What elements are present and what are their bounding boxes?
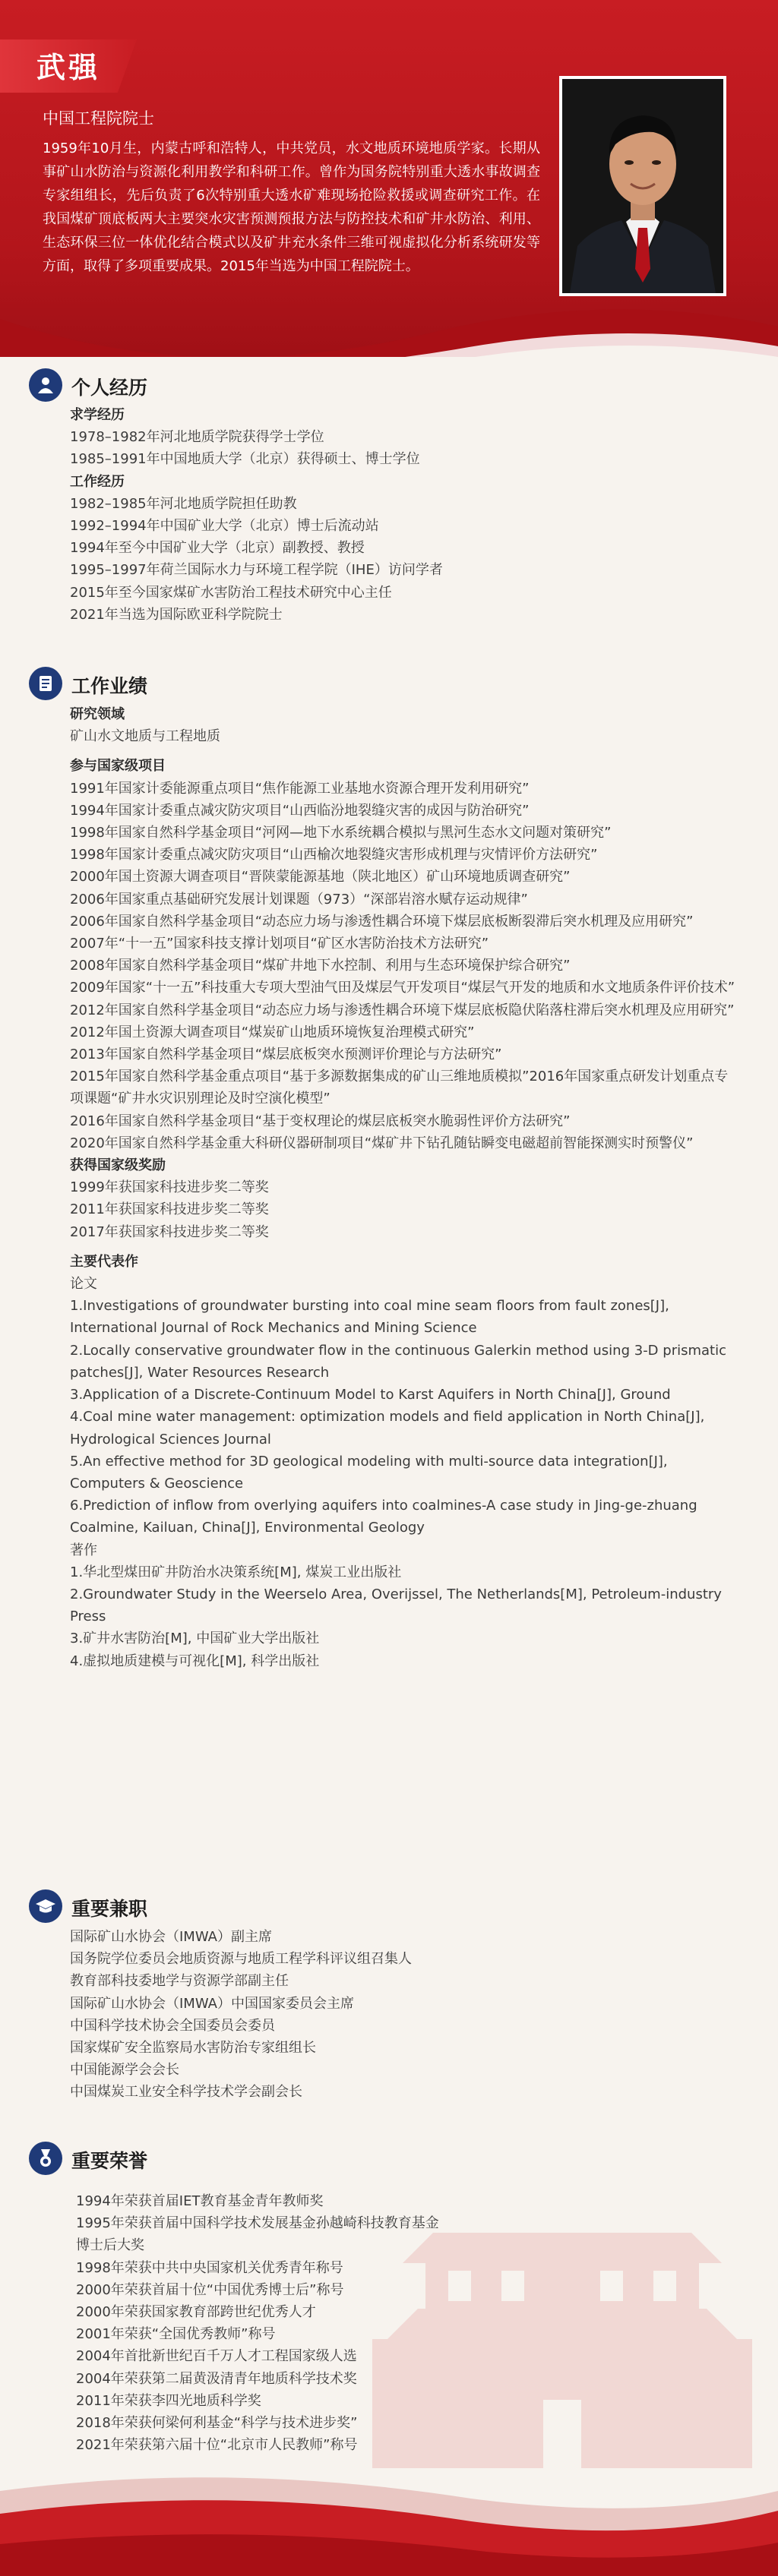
list-item: 1.华北型煤田矿井防治水决策系统[M], 煤炭工业出版社 xyxy=(70,1564,402,1580)
subheading: 求学经历 xyxy=(70,407,125,423)
person-title: 中国工程院院士 xyxy=(43,109,154,128)
list-item: 2006年国家重点基础研究发展计划课题（973）“深部岩溶水赋存运动规律” xyxy=(70,891,528,908)
list-item: 2004年首批新世纪百千万人才工程国家级人选 xyxy=(76,2348,357,2365)
section-body-experience xyxy=(70,404,738,626)
list-item: 1998年国家自然科学基金项目“河网—地下水系统耦合模拟与黑河生态水文问题对策研究” xyxy=(70,825,612,841)
document-icon xyxy=(29,667,62,700)
section-body-honors xyxy=(76,2190,441,2456)
list-item: 2018年荣获何梁何利基金“科学与技术进步奖” xyxy=(76,2415,358,2432)
list-item: 中国科学技术协会全国委员会委员 xyxy=(70,2017,275,2034)
list-item: 2021年荣获第六届十位“北京市人民教师”称号 xyxy=(76,2437,358,2454)
list-item: 2000年荣获首届十位“中国优秀博士后”称号 xyxy=(76,2281,344,2298)
list-item: 2000年荣获国家教育部跨世纪优秀人才 xyxy=(76,2304,316,2321)
section-title-honors: 重要荣誉 xyxy=(71,2150,148,2172)
list-item: 2001年荣获“全国优秀教师”称号 xyxy=(76,2326,276,2343)
list-item: 国际矿山水协会（IMWA）副主席 xyxy=(70,1929,272,1945)
list-item: 1995年荣获首届中国科学技术发展基金孙越崎科技教育基金博士后大奖 xyxy=(76,2215,439,2254)
list-item: 5.An effective method for 3D geological modeling with multi-source data integration[J], Computers & Geoscience xyxy=(70,1453,668,1492)
list-item: 1978–1982年河北地质学院获得学士学位 xyxy=(70,429,324,446)
list-item: 4.虚拟地质建模与可视化[M], 科学出版社 xyxy=(70,1653,320,1669)
person-icon xyxy=(29,368,62,402)
list-item: 2011年获国家科技进步奖二等奖 xyxy=(70,1201,269,1218)
list-item: 1994年国家计委重点减灾防灾项目“山西临汾地裂缝灾害的成因与防治研究” xyxy=(70,802,530,819)
list-item: 2017年获国家科技进步奖二等奖 xyxy=(70,1223,269,1240)
list-item: 著作 xyxy=(70,1542,97,1558)
subheading: 工作经历 xyxy=(70,473,125,490)
list-item: 1994年荣获首届IET教育基金青年教师奖 xyxy=(76,2193,324,2209)
list-item: 4.Coal mine water management: optimization models and field application in North China[J], Hydrological Sciences Journal xyxy=(70,1409,705,1447)
section-title-roles: 重要兼职 xyxy=(71,1898,148,1920)
graduation-cap-icon xyxy=(29,1889,62,1923)
list-item: 3.矿井水害防治[M], 中国矿业大学出版社 xyxy=(70,1631,320,1647)
list-item: 2000年国土资源大调查项目“晋陕蒙能源基地（陕北地区）矿山环境地质调查研究” xyxy=(70,869,571,886)
list-item: 2012年国家自然科学基金项目“动态应力场与渗透性耦合环境下煤层底板隐伏陷落柱滞后突水机理及应用研究” xyxy=(70,1002,735,1018)
list-item: 2006年国家自然科学基金项目“动态应力场与渗透性耦合环境下煤层底板断裂滞后突水机理及应用研究” xyxy=(70,913,694,930)
list-item: 1998年国家计委重点减灾防灾项目“山西榆次地裂缝灾害形成机理与灾情评价方法研究” xyxy=(70,847,598,863)
list-item: 论文 xyxy=(70,1276,97,1293)
section-body-roles xyxy=(70,1926,738,2104)
list-item: 2015年至今国家煤矿水害防治工程技术研究中心主任 xyxy=(70,584,392,601)
list-item: 6.Prediction of inflow from overlying aquifers into coalmines-A case study in Jing-ge-zhuang Coalmine, Kailuan, China[J], Environmental Geology xyxy=(70,1498,697,1536)
list-item: 中国煤炭工业安全科学技术学会副会长 xyxy=(70,2084,302,2101)
list-item: 矿山水文地质与工程地质 xyxy=(70,728,220,745)
bio-paragraph: 1959年10月生，内蒙古呼和浩特人，中共党员，水文地质环境地质学家。长期从事矿山水防治与资源化利用教学和科研工作。曾作为国务院特别重大透水事故调查专家组组长，先后负责了6次特别重大透水矿难现场抢险救援或调查研究工作。在我国煤矿顶底板两大主要突水灾害预测预报方法与防控技术和矿井水防治、利用、生态环保三位一体优化结合模式以及矿井充水条件三维可视虚拟化分析系统研发等方面，取得了多项重要成果。2015年当选为中国工程院院士。 xyxy=(43,140,540,274)
list-item: 1985–1991年中国地质大学（北京）获得硕士、博士学位 xyxy=(70,451,420,468)
list-item: 1991年国家计委能源重点项目“焦作能源工业基地水资源合理开发利用研究” xyxy=(70,780,530,797)
section-body-work xyxy=(70,703,738,1672)
list-item: 2020年国家自然科学基金重大科研仪器研制项目“煤矿井下钻孔随钻瞬变电磁超前智能探测实时预警仪” xyxy=(70,1135,694,1151)
list-item: 国务院学位委员会地质资源与地质工程学科评议组召集人 xyxy=(70,1951,412,1968)
section-title-work: 工作业绩 xyxy=(71,675,148,697)
list-item: 中国能源学会会长 xyxy=(70,2062,179,2079)
list-item: 2016年国家自然科学基金项目“基于变权理论的煤层底板突水脆弱性评价方法研究” xyxy=(70,1113,571,1129)
list-item: 国家煤矿安全监察局水害防治专家组组长 xyxy=(70,2040,316,2057)
list-item: 1995–1997年荷兰国际水力与环境工程学院（IHE）访问学者 xyxy=(70,562,443,579)
list-item: 2007年“十一五”国家科技支撑计划项目“矿区水害防治技术方法研究” xyxy=(70,936,489,952)
portrait-photo xyxy=(559,76,726,296)
list-item: 2009年国家“十一五”科技重大专项大型油气田及煤层气开发项目“煤层气开发的地质和水文地质条件评价技术” xyxy=(70,980,735,996)
list-item: 2008年国家自然科学基金项目“煤矿井地下水控制、利用与生态环境保护综合研究” xyxy=(70,958,571,974)
list-item: 2013年国家自然科学基金项目“煤层底板突水预测评价理论与方法研究” xyxy=(70,1046,502,1063)
list-item: 1998年荣获中共中央国家机关优秀青年称号 xyxy=(76,2259,343,2276)
list-item: 2021年当选为国际欧亚科学院院士 xyxy=(70,606,283,623)
subheading: 参与国家级项目 xyxy=(70,758,166,775)
medal-icon xyxy=(29,2142,62,2175)
list-item: 3.Application of a Discrete-Continuum Model to Karst Aquifers in North China[J], Ground xyxy=(70,1387,671,1403)
subheading: 研究领域 xyxy=(70,706,125,722)
list-item: 1999年获国家科技进步奖二等奖 xyxy=(70,1179,269,1196)
list-item: 1.Investigations of groundwater bursting into coal mine seam floors from fault zones[J], International Journal of Rock Mechanics and Mining Science xyxy=(70,1298,669,1337)
person-name: 武强 xyxy=(36,51,101,84)
list-item: 教育部科技委地学与资源学部副主任 xyxy=(70,1973,289,1990)
header-banner xyxy=(0,0,778,357)
list-item: 1994年至今中国矿业大学（北京）副教授、教授 xyxy=(70,540,365,557)
list-item: 2.Locally conservative groundwater flow in the continuous Galerkin method using 3-D prismatic patches[J], Water Resources Research xyxy=(70,1342,726,1381)
list-item: 2015年国家自然科学基金重点项目“基于多源数据集成的矿山三维地质模拟”2016年国家重点研发计划重点专项课题“矿井水灾识别理论及时空演化模型” xyxy=(70,1069,729,1107)
list-item: 国际矿山水协会（IMWA）中国国家委员会主席 xyxy=(70,1995,354,2012)
list-item: 1992–1994年中国矿业大学（北京）博士后流动站 xyxy=(70,518,379,535)
list-item: 2.Groundwater Study in the Weerselo Area, Overijssel, The Netherlands[M], Petroleum-industry Press xyxy=(70,1586,722,1625)
list-item: 2004年荣获第二届黄汲清青年地质科学技术奖 xyxy=(76,2370,357,2387)
list-item: 2012年国土资源大调查项目“煤炭矿山地质环境恢复治理模式研究” xyxy=(70,1024,475,1040)
section-title-experience: 个人经历 xyxy=(71,377,148,399)
header-wave xyxy=(0,273,778,357)
footer-wave xyxy=(0,2445,778,2576)
subheading: 主要代表作 xyxy=(70,1253,138,1270)
list-item: 1982–1985年河北地质学院担任助教 xyxy=(70,495,297,512)
subheading: 获得国家级奖励 xyxy=(70,1157,166,1174)
list-item: 2011年荣获李四光地质科学奖 xyxy=(76,2392,261,2409)
